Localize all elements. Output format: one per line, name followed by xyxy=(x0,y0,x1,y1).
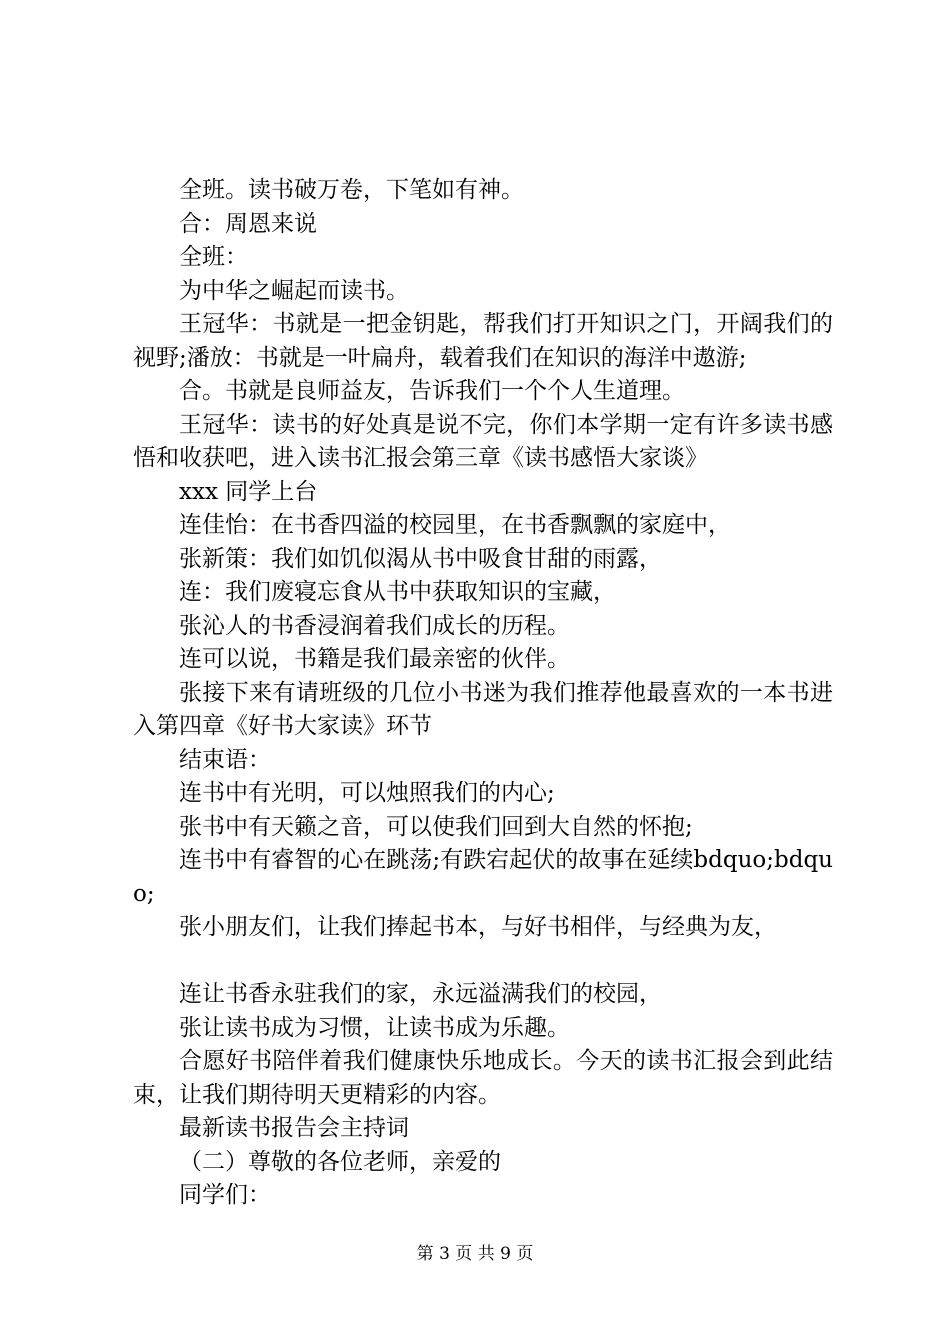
document-body xyxy=(133,174,833,1213)
paragraph: 合愿好书陪伴着我们健康快乐地成长。今天的读书汇报会到此结束，让我们期待明天更精彩的内容。 xyxy=(133,1048,833,1108)
paragraph: 连：我们废寝忘食从书中获取知识的宝藏， xyxy=(179,579,616,605)
paragraph: 为中华之崛起而读书。 xyxy=(179,277,409,304)
paragraph: 全班。读书破万卷，下笔如有神。 xyxy=(179,177,524,203)
page-number-footer: 第 3 页 共 9 页 xyxy=(416,1244,534,1264)
paragraph: 连书中有光明，可以烛照我们的内心; xyxy=(179,780,555,806)
paragraph: 连让书香永驻我们的家，永远溢满我们的校园， xyxy=(179,981,662,1007)
paragraph: （二）尊敬的各位老师，亲爱的 xyxy=(179,1148,501,1175)
paragraph: 张接下来有请班级的几位小书迷为我们推荐他最喜欢的一本书进入第四章《好书大家读》环节 xyxy=(133,679,833,739)
blank-line xyxy=(133,945,833,979)
paragraph: 连佳怡：在书香四溢的校园里，在书香飘飘的家庭中， xyxy=(179,512,731,538)
paragraph: xxx 同学上台 xyxy=(179,478,318,505)
paragraph: 最新读书报告会主持词 xyxy=(179,1115,409,1141)
paragraph: 张新策：我们如饥似渴从书中吸食甘甜的雨露， xyxy=(179,545,662,572)
paragraph: 同学们： xyxy=(179,1182,271,1208)
paragraph: 王冠华：读书的好处真是说不完，你们本学期一定有许多读书感悟和收获吧，进入读书汇报会第三章《读书感悟大家谈》 xyxy=(133,411,833,471)
paragraph: 连书中有睿智的心在跳荡;有跌宕起伏的故事在延续bdquo;bdquo; xyxy=(133,847,833,907)
paragraph: 连可以说，书籍是我们最亲密的伙伴。 xyxy=(179,646,570,672)
paragraph: 合：周恩来说 xyxy=(179,210,317,237)
paragraph: 张小朋友们，让我们捧起书本，与好书相伴，与经典为友， xyxy=(179,914,777,940)
paragraph: 合。书就是良师益友，告诉我们一个个人生道理。 xyxy=(179,378,685,404)
paragraph: 全班： xyxy=(179,244,248,270)
paragraph: 结束语： xyxy=(179,746,271,773)
paragraph: 张沁人的书香浸润着我们成长的历程。 xyxy=(179,612,570,639)
paragraph: 王冠华：书就是一把金钥匙，帮我们打开知识之门，开阔我们的视野;潘放：书就是一叶扁舟，载着我们在知识的海洋中遨游; xyxy=(133,311,833,371)
paragraph: 张让读书成为习惯，让读书成为乐趣。 xyxy=(179,1014,570,1041)
paragraph: 张书中有天籁之音，可以使我们回到大自然的怀抱; xyxy=(179,813,693,840)
